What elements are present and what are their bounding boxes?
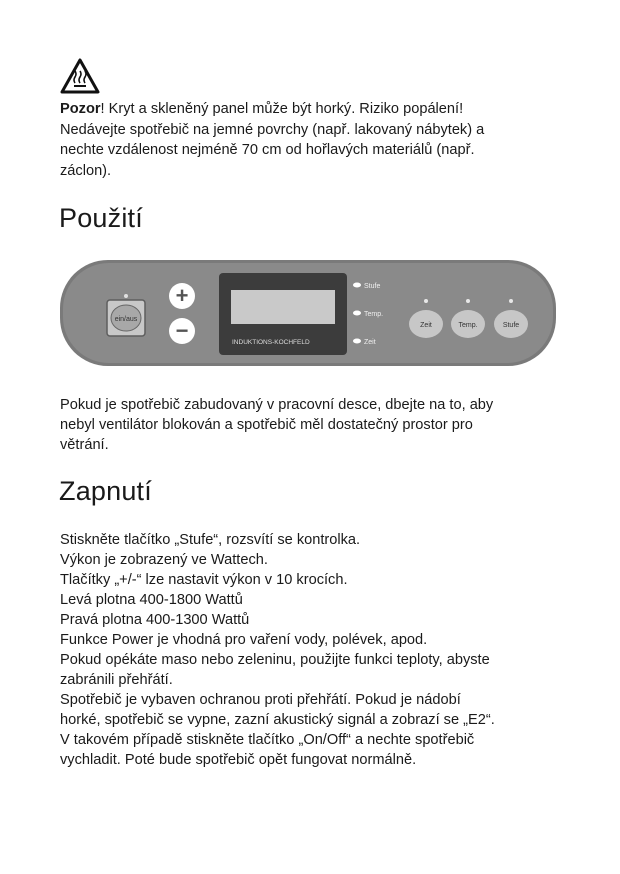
switch-on-line: Spotřebič je vybaven ochranou proti přehřátí. Pokud je nádobí bbox=[60, 692, 461, 708]
section-heading-use: Použití bbox=[59, 203, 143, 233]
switch-on-line: Funkce Power je vhodná pro vaření vody, polévek, apod. bbox=[60, 632, 428, 648]
warning-text bbox=[60, 99, 560, 181]
switch-on-line: Výkon je zobrazený ve Wattech. bbox=[60, 552, 268, 568]
section-heading-switch-on: Zapnutí bbox=[59, 476, 152, 506]
hot-surface-warning-icon bbox=[60, 58, 100, 94]
usage-line: Pokud je spotřebič zabudovaný v pracovní desce, dbejte na to, aby bbox=[60, 397, 494, 413]
switch-on-line: Pokud opékáte maso nebo zeleninu, použijte funkci teploty, abyste bbox=[60, 652, 490, 668]
switch-on-line: horké, spotřebič se vypne, zazní akustický signál a zobrazí se „E2“. bbox=[60, 712, 495, 728]
warning-line-4: záclon). bbox=[60, 162, 112, 179]
plus-button-label: + bbox=[175, 283, 189, 308]
warning-line-1: ! Kryt a skleněný panel může být horký. Riziko popálení! bbox=[100, 101, 464, 117]
switch-on-line: Tlačítky „+/-“ lze nastavit výkon v 10 krocích. bbox=[60, 572, 348, 588]
control-panel-image bbox=[60, 258, 556, 368]
indicator-temp: Temp. bbox=[364, 311, 384, 318]
button-stufe-label: Stufe bbox=[502, 322, 520, 329]
warning-line-2: Nedávejte spotřebič na jemné povrchy (např. lakovaný nábytek) a bbox=[60, 121, 485, 138]
indicator-stufe: Stufe bbox=[364, 283, 381, 290]
switch-on-line: vychladit. Poté bude spotřebič opět fungovat normálně. bbox=[60, 752, 417, 768]
switch-on-paragraph bbox=[60, 530, 560, 770]
switch-on-line: Stiskněte tlačítko „Stufe“, rozsvítí se kontrolka. bbox=[60, 532, 361, 548]
button-temp-label: Temp. bbox=[458, 322, 478, 329]
minus-button-label: − bbox=[175, 318, 189, 343]
button-zeit-label: Zeit bbox=[420, 322, 432, 329]
display-caption: INDUKTIONS-KOCHFELD bbox=[232, 339, 310, 346]
indicator-zeit: Zeit bbox=[364, 339, 376, 346]
warning-label: Pozor bbox=[60, 101, 101, 117]
usage-line: větrání. bbox=[60, 437, 109, 453]
switch-on-line: Pravá plotna 400-1300 Wattů bbox=[60, 612, 250, 628]
usage-line: nebyl ventilátor blokován a spotřebič měl dostatečný prostor pro bbox=[60, 417, 473, 433]
switch-on-line: V takovém případě stiskněte tlačítko „On/Off“ a nechte spotřebič bbox=[60, 732, 475, 748]
switch-on-line: Levá plotna 400-1800 Wattů bbox=[60, 592, 243, 608]
switch-on-line: zabránili přehřátí. bbox=[60, 672, 173, 688]
usage-paragraph bbox=[60, 395, 560, 455]
power-button-label: ein/aus bbox=[114, 316, 138, 323]
warning-line-3: nechte vzdálenost nejméně 70 cm od hořlavých materiálů (např. bbox=[60, 142, 475, 158]
